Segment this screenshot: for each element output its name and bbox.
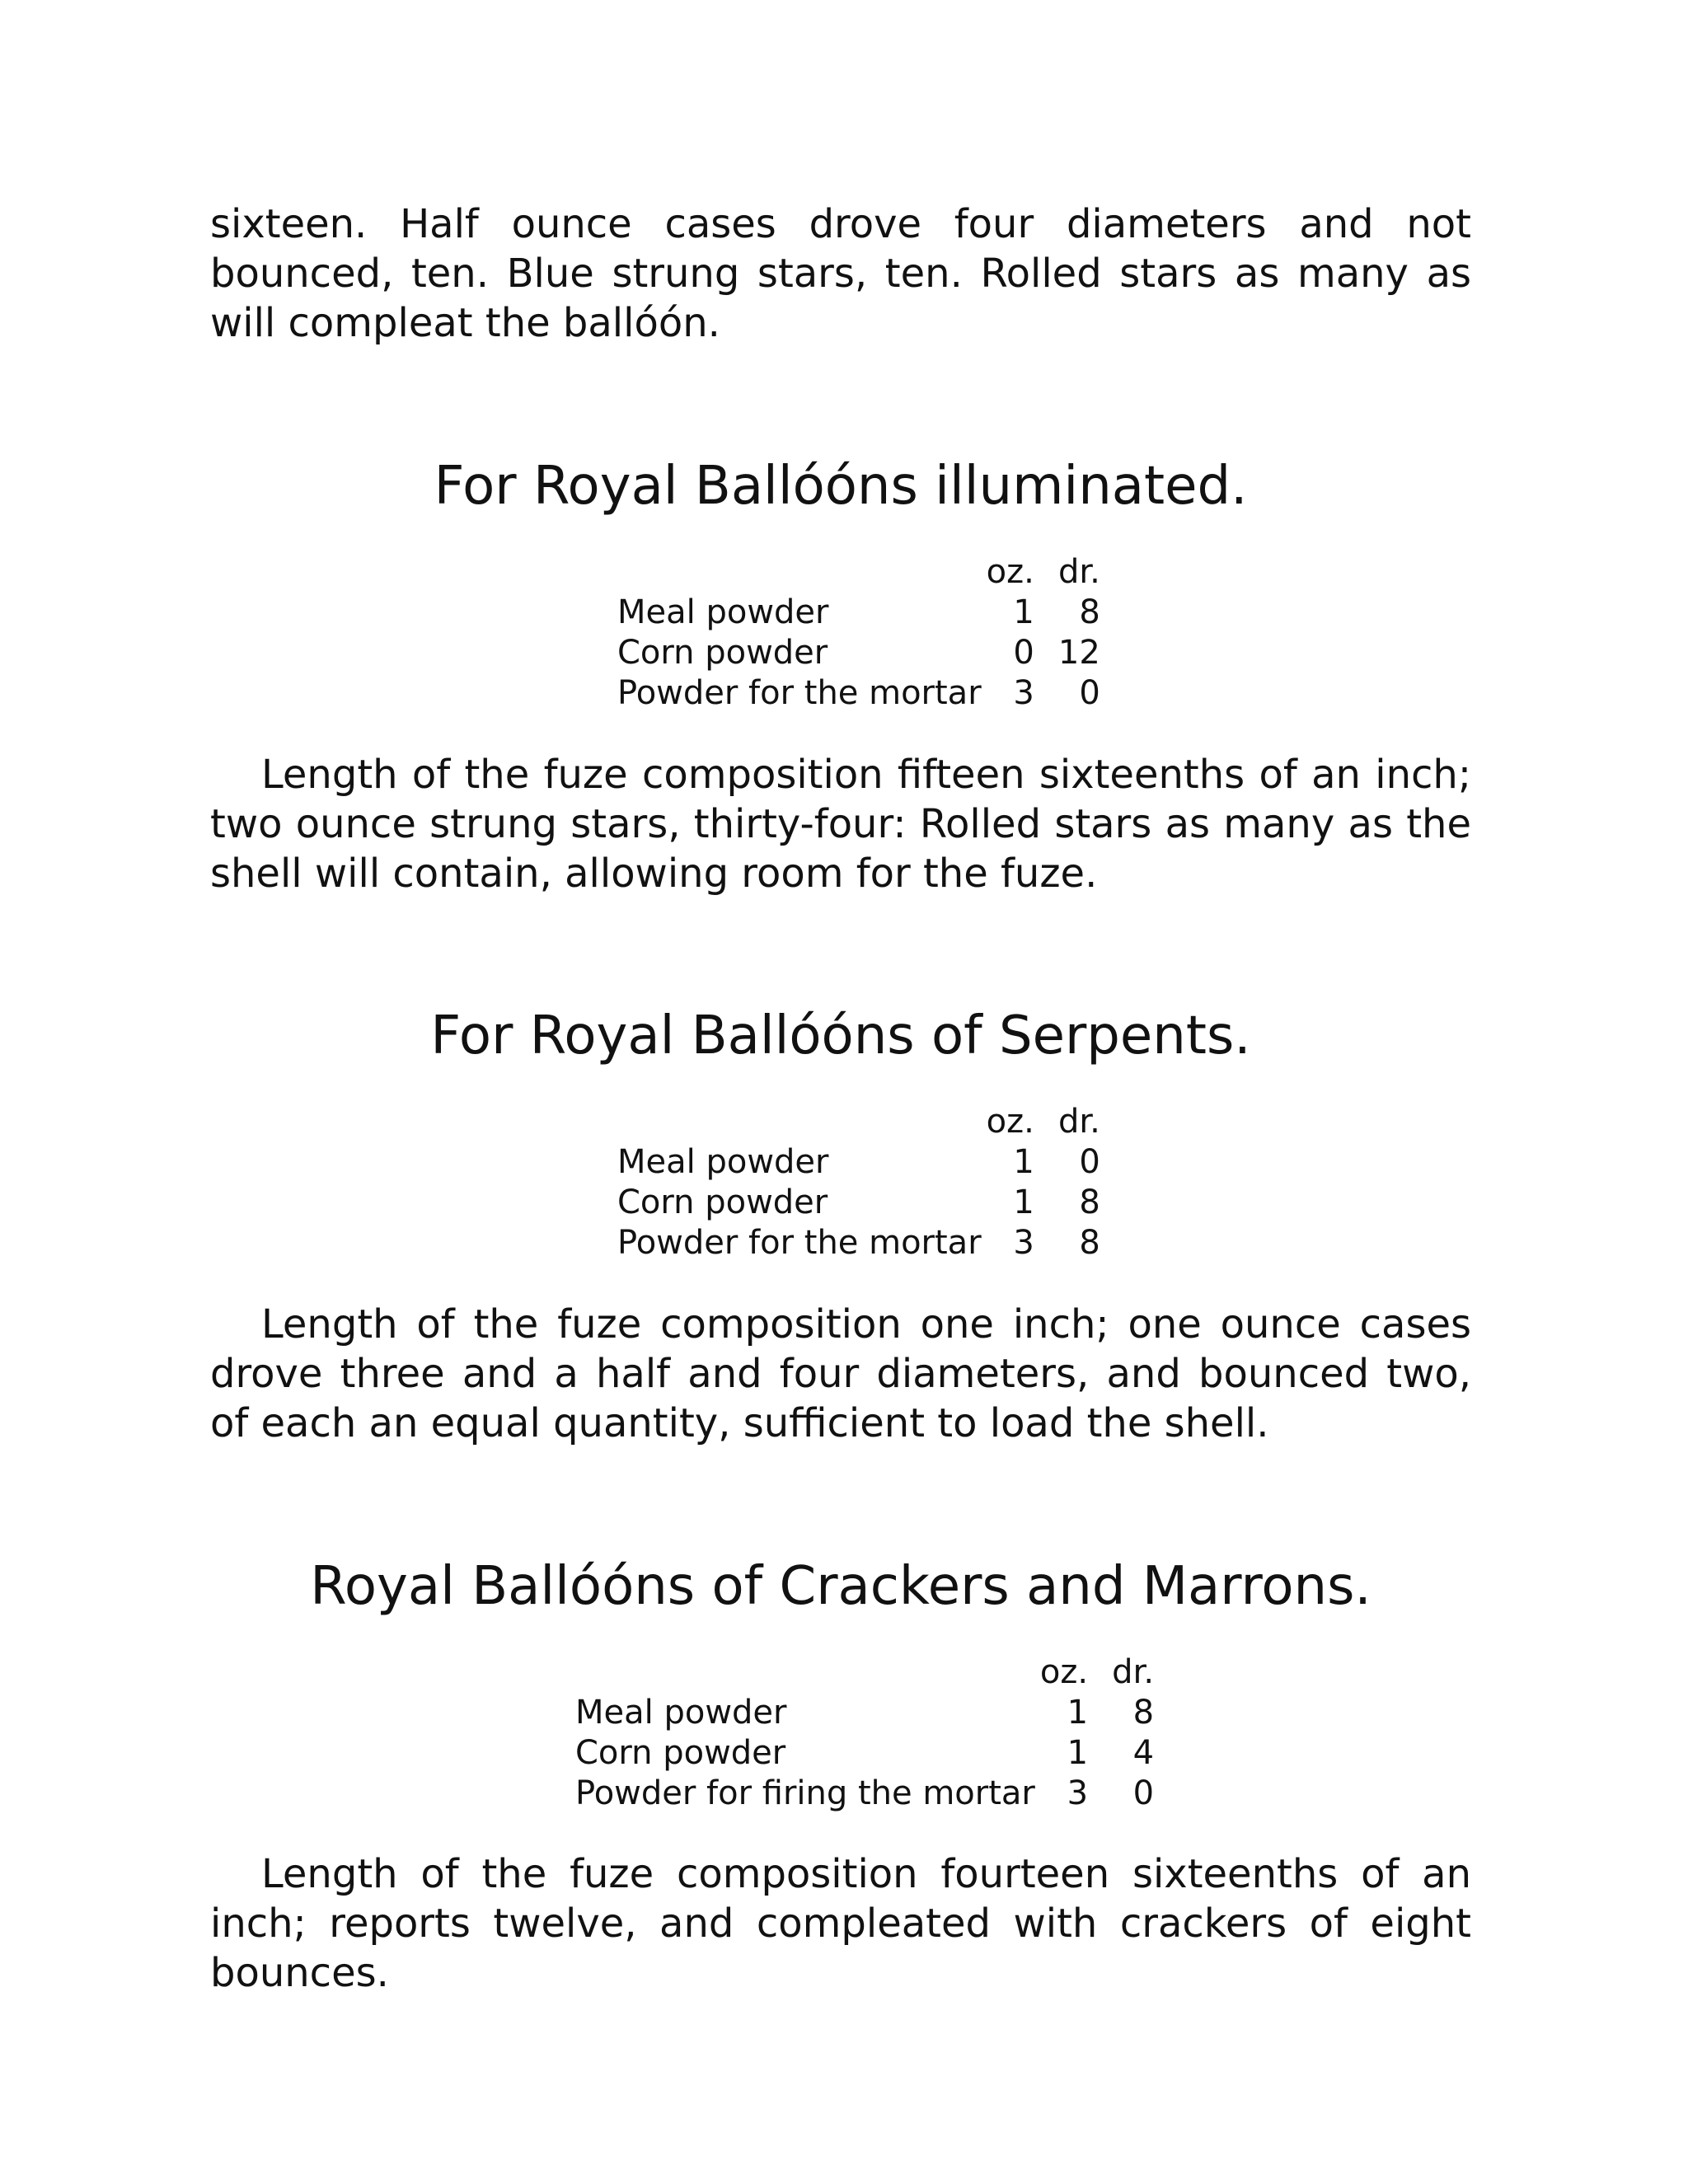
- ingredient-name: Meal powder: [575, 1694, 787, 1732]
- ingredient-dr: 12: [1057, 634, 1100, 672]
- ingredient-oz: 0: [1013, 634, 1034, 672]
- ingredient-oz: 1: [1013, 1143, 1034, 1181]
- section-heading-serpents: For Royal Ballóóns of Serpents.: [430, 1005, 1251, 1066]
- section-paragraph-serpents: Length of the fuze composition one inch; one ounce cases drove three and a half and four diameters, and bounced two, of each an equal quantity, sufficient to load the shell.: [210, 1301, 1471, 1446]
- unit-oz: oz.: [1039, 1653, 1089, 1691]
- ingredient-dr: 4: [1132, 1734, 1155, 1772]
- table-row: [575, 1774, 1154, 1814]
- table-row: [617, 1183, 1100, 1223]
- units-row: [617, 552, 1100, 593]
- table-row: [617, 593, 1100, 633]
- ingredient-name: Corn powder: [617, 1183, 828, 1221]
- ingredient-name: Meal powder: [617, 1143, 829, 1181]
- ingredient-oz: 3: [1013, 1224, 1034, 1262]
- table-row: [575, 1733, 1154, 1774]
- section-heading-crackers: Royal Ballóóns of Crackers and Marrons.: [310, 1556, 1372, 1617]
- recipe-table-illuminated: [617, 552, 1100, 714]
- table-row: [617, 1142, 1100, 1183]
- table-row: [617, 1223, 1100, 1263]
- recipe-table-crackers: [575, 1652, 1154, 1814]
- unit-dr: dr.: [1112, 1653, 1155, 1691]
- ingredient-dr: 0: [1132, 1774, 1155, 1812]
- section-paragraph-crackers: Length of the fuze composition fourteen sixteenths of an inch; reports twelve, and compleated with crackers of eight bounces.: [210, 1851, 1471, 1996]
- ingredient-dr: 8: [1079, 1224, 1100, 1262]
- ingredient-oz: 1: [1067, 1694, 1089, 1732]
- ingredient-oz: 1: [1013, 593, 1034, 631]
- ingredient-oz: 1: [1013, 1183, 1034, 1221]
- table-row: [575, 1693, 1154, 1733]
- section-paragraph-illuminated: Length of the fuze composition fifteen sixteenths of an inch; two ounce strung stars, thirty-four: Rolled stars as many as the shell will contain, allowing room for the fuze.: [210, 752, 1471, 897]
- ingredient-name: Powder for the mortar: [617, 1224, 982, 1262]
- ingredient-name: Corn powder: [617, 634, 828, 672]
- ingredient-dr: 0: [1079, 1143, 1100, 1181]
- units-row: [617, 1102, 1100, 1142]
- ingredient-dr: 8: [1079, 593, 1100, 631]
- ingredient-oz: 3: [1013, 674, 1034, 712]
- ingredient-dr: 8: [1079, 1183, 1100, 1221]
- document-page: [210, 0, 1471, 2184]
- unit-oz: oz.: [986, 1103, 1034, 1141]
- ingredient-name: Corn powder: [575, 1734, 786, 1772]
- intro-paragraph: sixteen. Half ounce cases drove four diameters and not bounced, ten. Blue strung stars, ten. Rolled stars as many as will compleat the ballóón.: [210, 201, 1471, 346]
- unit-dr: dr.: [1057, 1103, 1100, 1141]
- table-row: [617, 633, 1100, 673]
- unit-oz: oz.: [986, 553, 1034, 591]
- ingredient-dr: 8: [1132, 1694, 1155, 1732]
- unit-dr: dr.: [1057, 553, 1100, 591]
- units-row: [575, 1652, 1154, 1693]
- recipe-table-serpents: [617, 1102, 1100, 1263]
- ingredient-name: Meal powder: [617, 593, 829, 631]
- ingredient-dr: 0: [1079, 674, 1100, 712]
- ingredient-oz: 1: [1067, 1734, 1089, 1772]
- ingredient-name: Powder for the mortar: [617, 674, 982, 712]
- section-heading-illuminated: For Royal Ballóóns illuminated.: [434, 456, 1248, 517]
- ingredient-oz: 3: [1067, 1774, 1089, 1812]
- ingredient-name: Powder for firing the mortar: [575, 1774, 1035, 1812]
- table-row: [617, 673, 1100, 714]
